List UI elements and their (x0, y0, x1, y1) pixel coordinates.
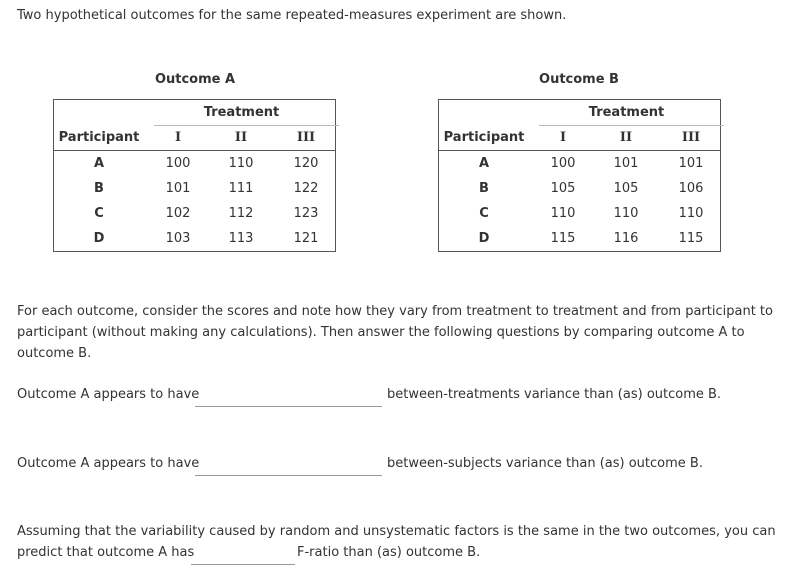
column-header-i: I (174, 130, 182, 145)
question-1-prefix: Outcome A appears to have (17, 387, 200, 402)
treatment-header: Treatment (203, 105, 280, 120)
column-header-i: I (559, 130, 567, 145)
column-header-ii: II (234, 130, 248, 145)
treatment-header: Treatment (588, 105, 665, 120)
outcome-b-table: Treatment Participant I II III A 100 101 101 B 105 105 106 C 110 110 110 D 115 116 115 (438, 99, 721, 252)
participant-header: Participant (443, 130, 525, 145)
question-1-answer-blank[interactable] (195, 406, 382, 407)
column-header-iii: III (681, 130, 701, 145)
intro-text: Two hypothetical outcomes for the same repeated-measures experiment are shown. (17, 8, 567, 23)
question-3-line1: Assuming that the variability caused by random and unsystematic factors is the same in the two outcomes, you can (17, 524, 776, 539)
question-2-suffix: between-subjects variance than (as) outcome B. (387, 456, 703, 471)
column-header-ii: II (619, 130, 633, 145)
question-2-answer-blank[interactable] (195, 475, 382, 476)
question-3-suffix: F-ratio than (as) outcome B. (297, 545, 481, 560)
outcome-b-title: Outcome B (539, 72, 619, 87)
question-2-prefix: Outcome A appears to have (17, 456, 200, 471)
outcome-a-table: Treatment Participant I II III A 100 110 120 B 101 111 122 C 102 112 123 D 103 113 121 (53, 99, 336, 252)
column-header-iii: III (296, 130, 316, 145)
question-1-suffix: between-treatments variance than (as) outcome B. (387, 387, 722, 402)
participant-header: Participant (58, 130, 140, 145)
outcome-a-title: Outcome A (154, 72, 236, 87)
instructions-text: For each outcome, consider the scores and note how they vary from treatment to treatment and from participant to participant (without making any calculations). Then answer the following questions by comparing outcome A to outcome B. (17, 304, 773, 361)
question-3-prefix: predict that outcome A has (17, 545, 195, 560)
question-3-answer-blank[interactable] (191, 564, 295, 565)
